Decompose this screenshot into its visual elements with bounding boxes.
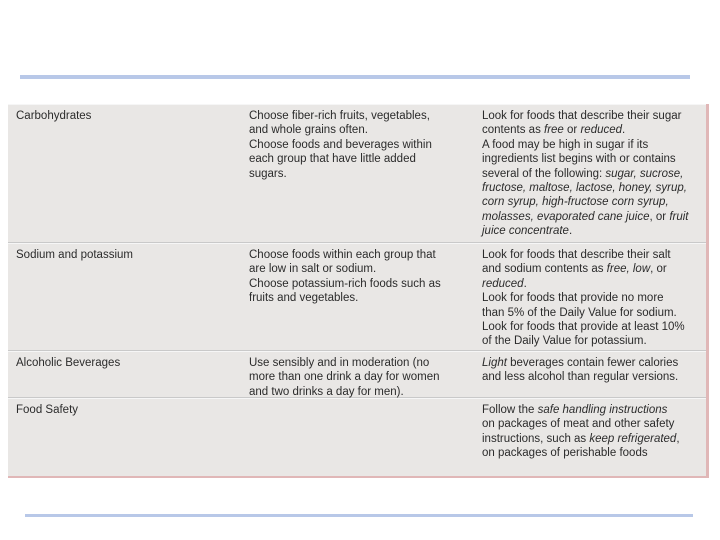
label-tips-cell xyxy=(482,356,702,385)
table-row-sodium-potassium xyxy=(8,243,706,351)
italic-term: sugar, sucrose, fructose, maltose, lactose, honey, syrup, corn syrup, high-fructose corn syrup, molasses, evaporated cane juice xyxy=(482,167,687,223)
tip-text: Follow the xyxy=(482,404,538,416)
label-tips-cell xyxy=(482,109,702,239)
tip-text: or xyxy=(563,124,581,137)
italic-term: keep refrigerated xyxy=(589,432,677,445)
tip-text: . Look for foods that provide no more than 5% of the Daily Value for sodium. Look for foods that provide at least 10% of the Daily Value for potassium. xyxy=(482,277,685,348)
italic-term: reduced xyxy=(580,124,623,137)
label-tips-cell xyxy=(482,248,702,349)
tip-text: Look for foods that describe their sugar contents as xyxy=(482,110,682,137)
italic-term: free xyxy=(544,124,564,137)
bottom-divider xyxy=(25,514,693,517)
tip-text: Look for foods that describe their salt and sodium contents as xyxy=(482,249,671,276)
tip-text: , on packages of perishable foods xyxy=(482,432,680,460)
italic-term: reduced xyxy=(482,277,524,290)
topic-cell: Food Safety xyxy=(16,404,79,416)
table-row-carbohydrates xyxy=(8,104,706,243)
top-divider xyxy=(20,75,690,79)
topic-cell: Carbohydrates xyxy=(16,110,92,122)
italic-term: Light xyxy=(482,357,507,369)
table-row-alcoholic-beverages xyxy=(8,351,706,398)
guidelines-table xyxy=(8,104,709,478)
tip-text: , or xyxy=(650,263,667,276)
tip-text: beverages contain fewer calories and less alcohol than regular versions. xyxy=(482,357,679,384)
recommendation-cell: Use sensibly and in moderation (no more than one drink a day for women and two drinks a day for men). xyxy=(249,357,440,398)
tip-text: on packages of meat and other safety instructions, such as xyxy=(482,418,675,445)
italic-term: fruit juice concentrate xyxy=(482,210,689,238)
table-row-food-safety xyxy=(8,398,706,476)
recommendation-cell: Choose fiber-rich fruits, vegetables, and whole grains often. Choose foods and beverages within each group that have little added sugars. xyxy=(249,110,432,180)
italic-term: safe handling instructions xyxy=(537,404,668,416)
topic-cell: Alcoholic Beverages xyxy=(16,357,121,369)
tip-text: . xyxy=(568,225,573,238)
label-tips-cell xyxy=(482,403,702,461)
recommendation-cell: Choose foods within each group that are low in salt or sodium. Choose potassium-rich foods such as fruits and vegetables. xyxy=(249,249,441,305)
topic-cell: Sodium and potassium xyxy=(16,249,133,261)
tip-text: . A food may be high in sugar if its ingredients list begins with or contains several of the following: xyxy=(482,124,676,180)
tip-text: , or xyxy=(649,210,670,223)
italic-term: free, low xyxy=(606,263,651,276)
